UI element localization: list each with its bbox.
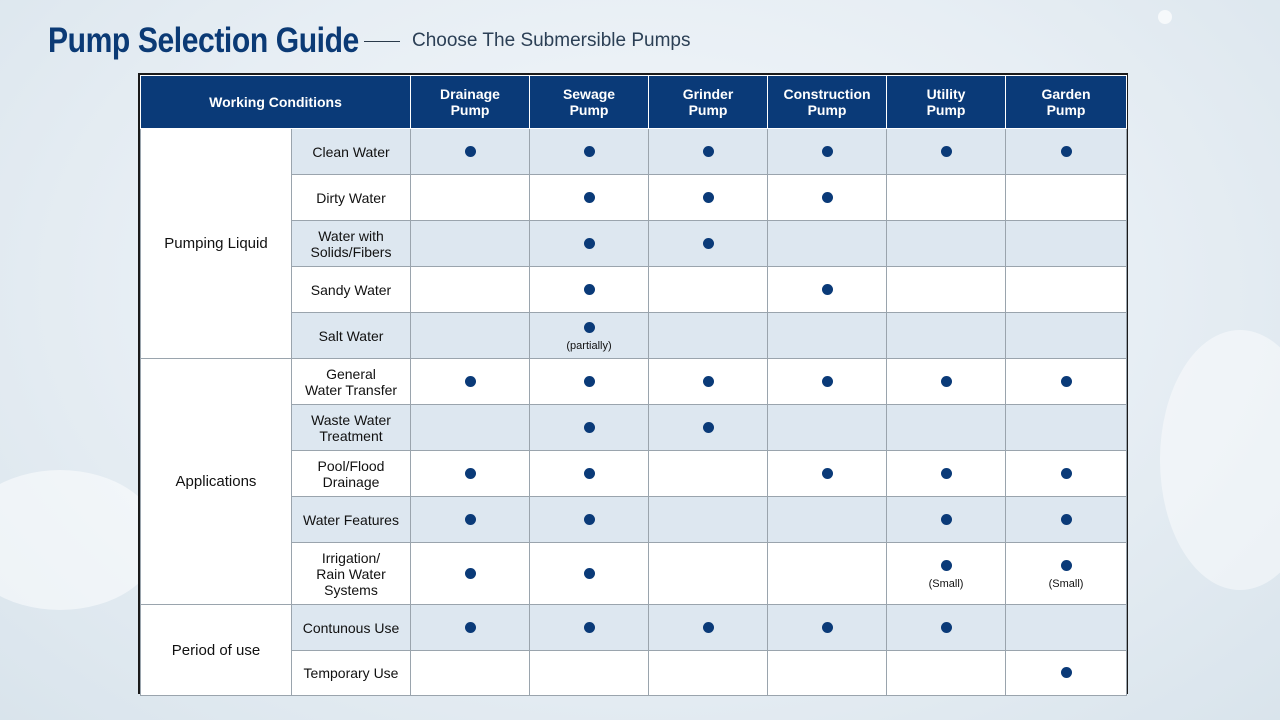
- cell-note: (Small): [928, 577, 964, 590]
- condition-label: Temporary Use: [292, 651, 411, 696]
- pump-selection-table: [140, 75, 1127, 696]
- suitability-cell: [530, 313, 649, 359]
- suitable-dot-icon: [822, 622, 833, 633]
- pump-selection-table-frame: [138, 73, 1128, 694]
- suitability-cell: [887, 129, 1006, 175]
- suitable-dot-icon: [703, 622, 714, 633]
- suitability-cell: [411, 405, 530, 451]
- page-title: Pump Selection Guide: [48, 21, 359, 60]
- suitable-dot-icon: [703, 376, 714, 387]
- page-subtitle: Choose The Submersible Pumps: [412, 30, 691, 51]
- suitability-cell: [1006, 497, 1127, 543]
- column-header-garden-pump: Garden Pump: [1006, 76, 1127, 129]
- suitable-dot-icon: [1061, 468, 1072, 479]
- suitability-cell: [887, 313, 1006, 359]
- suitability-cell: [1006, 543, 1127, 605]
- suitability-cell: [1006, 451, 1127, 497]
- table-header-row: [141, 76, 1127, 129]
- suitable-dot-icon: [584, 376, 595, 387]
- suitability-cell: [649, 405, 768, 451]
- suitability-cell: [768, 497, 887, 543]
- suitability-cell: [768, 175, 887, 221]
- suitability-cell: [411, 175, 530, 221]
- suitability-cell: [1006, 129, 1127, 175]
- suitable-dot-icon: [822, 468, 833, 479]
- water-splash-decoration: [0, 470, 160, 610]
- suitability-cell: [530, 359, 649, 405]
- suitability-cell: [649, 605, 768, 651]
- suitability-cell: [887, 605, 1006, 651]
- suitability-cell: [530, 405, 649, 451]
- suitability-cell: [1006, 267, 1127, 313]
- suitability-cell: [887, 267, 1006, 313]
- suitable-dot-icon: [941, 622, 952, 633]
- water-droplet-decoration: [1158, 10, 1172, 24]
- table-row: [141, 605, 1127, 651]
- column-header-sewage-pump: Sewage Pump: [530, 76, 649, 129]
- column-header-grinder-pump: Grinder Pump: [649, 76, 768, 129]
- condition-label: Water Features: [292, 497, 411, 543]
- suitability-cell: [530, 451, 649, 497]
- suitability-cell: [649, 451, 768, 497]
- suitability-cell: [887, 221, 1006, 267]
- suitability-cell: [530, 543, 649, 605]
- suitability-cell: [530, 497, 649, 543]
- suitability-cell: [1006, 359, 1127, 405]
- condition-label: General Water Transfer: [292, 359, 411, 405]
- condition-label: Salt Water: [292, 313, 411, 359]
- suitability-cell: [649, 497, 768, 543]
- suitable-dot-icon: [822, 192, 833, 203]
- suitability-cell: [411, 313, 530, 359]
- column-header-utility-pump: Utility Pump: [887, 76, 1006, 129]
- suitability-cell: [768, 129, 887, 175]
- suitable-dot-icon: [703, 238, 714, 249]
- suitability-cell: [411, 129, 530, 175]
- suitable-dot-icon: [1061, 514, 1072, 525]
- suitable-dot-icon: [584, 568, 595, 579]
- suitability-cell: [411, 221, 530, 267]
- suitable-dot-icon: [703, 422, 714, 433]
- suitability-cell: [887, 175, 1006, 221]
- suitable-dot-icon: [941, 146, 952, 157]
- suitability-cell: [411, 605, 530, 651]
- suitable-dot-icon: [465, 468, 476, 479]
- suitable-dot-icon: [584, 284, 595, 295]
- suitable-dot-icon: [584, 192, 595, 203]
- suitability-cell: [649, 543, 768, 605]
- suitability-cell: [768, 267, 887, 313]
- suitable-dot-icon: [584, 468, 595, 479]
- suitable-dot-icon: [822, 284, 833, 295]
- suitable-dot-icon: [465, 146, 476, 157]
- suitable-dot-icon: [822, 376, 833, 387]
- suitable-dot-icon: [941, 560, 952, 571]
- suitable-dot-icon: [584, 622, 595, 633]
- suitability-cell: [649, 175, 768, 221]
- suitability-cell: [887, 497, 1006, 543]
- suitability-cell: [1006, 405, 1127, 451]
- table-row: [141, 359, 1127, 405]
- suitable-dot-icon: [703, 146, 714, 157]
- suitable-dot-icon: [822, 146, 833, 157]
- suitability-cell: [768, 651, 887, 696]
- condition-label: Waste Water Treatment: [292, 405, 411, 451]
- suitability-cell: [411, 651, 530, 696]
- condition-label: Contunous Use: [292, 605, 411, 651]
- suitable-dot-icon: [584, 238, 595, 249]
- suitability-cell: [411, 497, 530, 543]
- suitability-cell: [768, 405, 887, 451]
- suitable-dot-icon: [703, 192, 714, 203]
- suitability-cell: [411, 543, 530, 605]
- suitable-dot-icon: [584, 422, 595, 433]
- suitability-cell: [1006, 313, 1127, 359]
- suitability-cell: [649, 651, 768, 696]
- group-label: Period of use: [141, 605, 292, 696]
- suitability-cell: [411, 451, 530, 497]
- suitability-cell: [768, 221, 887, 267]
- suitable-dot-icon: [1061, 560, 1072, 571]
- condition-label: Irrigation/ Rain Water Systems: [292, 543, 411, 605]
- column-header-construction-pump: Construction Pump: [768, 76, 887, 129]
- title-divider: [364, 41, 400, 42]
- suitable-dot-icon: [584, 514, 595, 525]
- condition-label: Sandy Water: [292, 267, 411, 313]
- condition-label: Clean Water: [292, 129, 411, 175]
- group-label: Pumping Liquid: [141, 129, 292, 359]
- suitability-cell: [887, 651, 1006, 696]
- suitability-cell: [1006, 605, 1127, 651]
- suitability-cell: [768, 451, 887, 497]
- suitable-dot-icon: [465, 514, 476, 525]
- suitable-dot-icon: [1061, 376, 1072, 387]
- suitability-cell: [887, 543, 1006, 605]
- suitability-cell: [649, 129, 768, 175]
- suitable-dot-icon: [941, 376, 952, 387]
- suitability-cell: [1006, 221, 1127, 267]
- suitable-dot-icon: [465, 376, 476, 387]
- suitability-cell: [768, 313, 887, 359]
- suitability-cell: [530, 605, 649, 651]
- suitability-cell: [411, 359, 530, 405]
- suitability-cell: [887, 359, 1006, 405]
- suitability-cell: [530, 267, 649, 313]
- suitability-cell: [768, 543, 887, 605]
- suitability-cell: [1006, 651, 1127, 696]
- suitable-dot-icon: [1061, 667, 1072, 678]
- water-splash-decoration: [1160, 330, 1280, 590]
- condition-label: Dirty Water: [292, 175, 411, 221]
- cell-note: (partially): [566, 339, 612, 352]
- cell-note: (Small): [1048, 577, 1084, 590]
- column-header-drainage-pump: Drainage Pump: [411, 76, 530, 129]
- suitability-cell: [768, 605, 887, 651]
- suitable-dot-icon: [941, 468, 952, 479]
- group-label: Applications: [141, 359, 292, 605]
- suitable-dot-icon: [1061, 146, 1072, 157]
- suitability-cell: [530, 651, 649, 696]
- page-header: [48, 18, 690, 64]
- suitability-cell: [649, 267, 768, 313]
- suitable-dot-icon: [584, 322, 595, 333]
- suitability-cell: [530, 175, 649, 221]
- table-row: [141, 129, 1127, 175]
- suitability-cell: [887, 405, 1006, 451]
- suitability-cell: [649, 359, 768, 405]
- suitability-cell: [649, 313, 768, 359]
- suitability-cell: [411, 267, 530, 313]
- suitable-dot-icon: [941, 514, 952, 525]
- suitability-cell: [530, 129, 649, 175]
- suitable-dot-icon: [465, 622, 476, 633]
- suitable-dot-icon: [465, 568, 476, 579]
- suitability-cell: [530, 221, 649, 267]
- working-conditions-header: Working Conditions: [141, 76, 411, 129]
- suitability-cell: [649, 221, 768, 267]
- condition-label: Pool/Flood Drainage: [292, 451, 411, 497]
- condition-label: Water with Solids/Fibers: [292, 221, 411, 267]
- suitable-dot-icon: [584, 146, 595, 157]
- suitability-cell: [887, 451, 1006, 497]
- suitability-cell: [1006, 175, 1127, 221]
- suitability-cell: [768, 359, 887, 405]
